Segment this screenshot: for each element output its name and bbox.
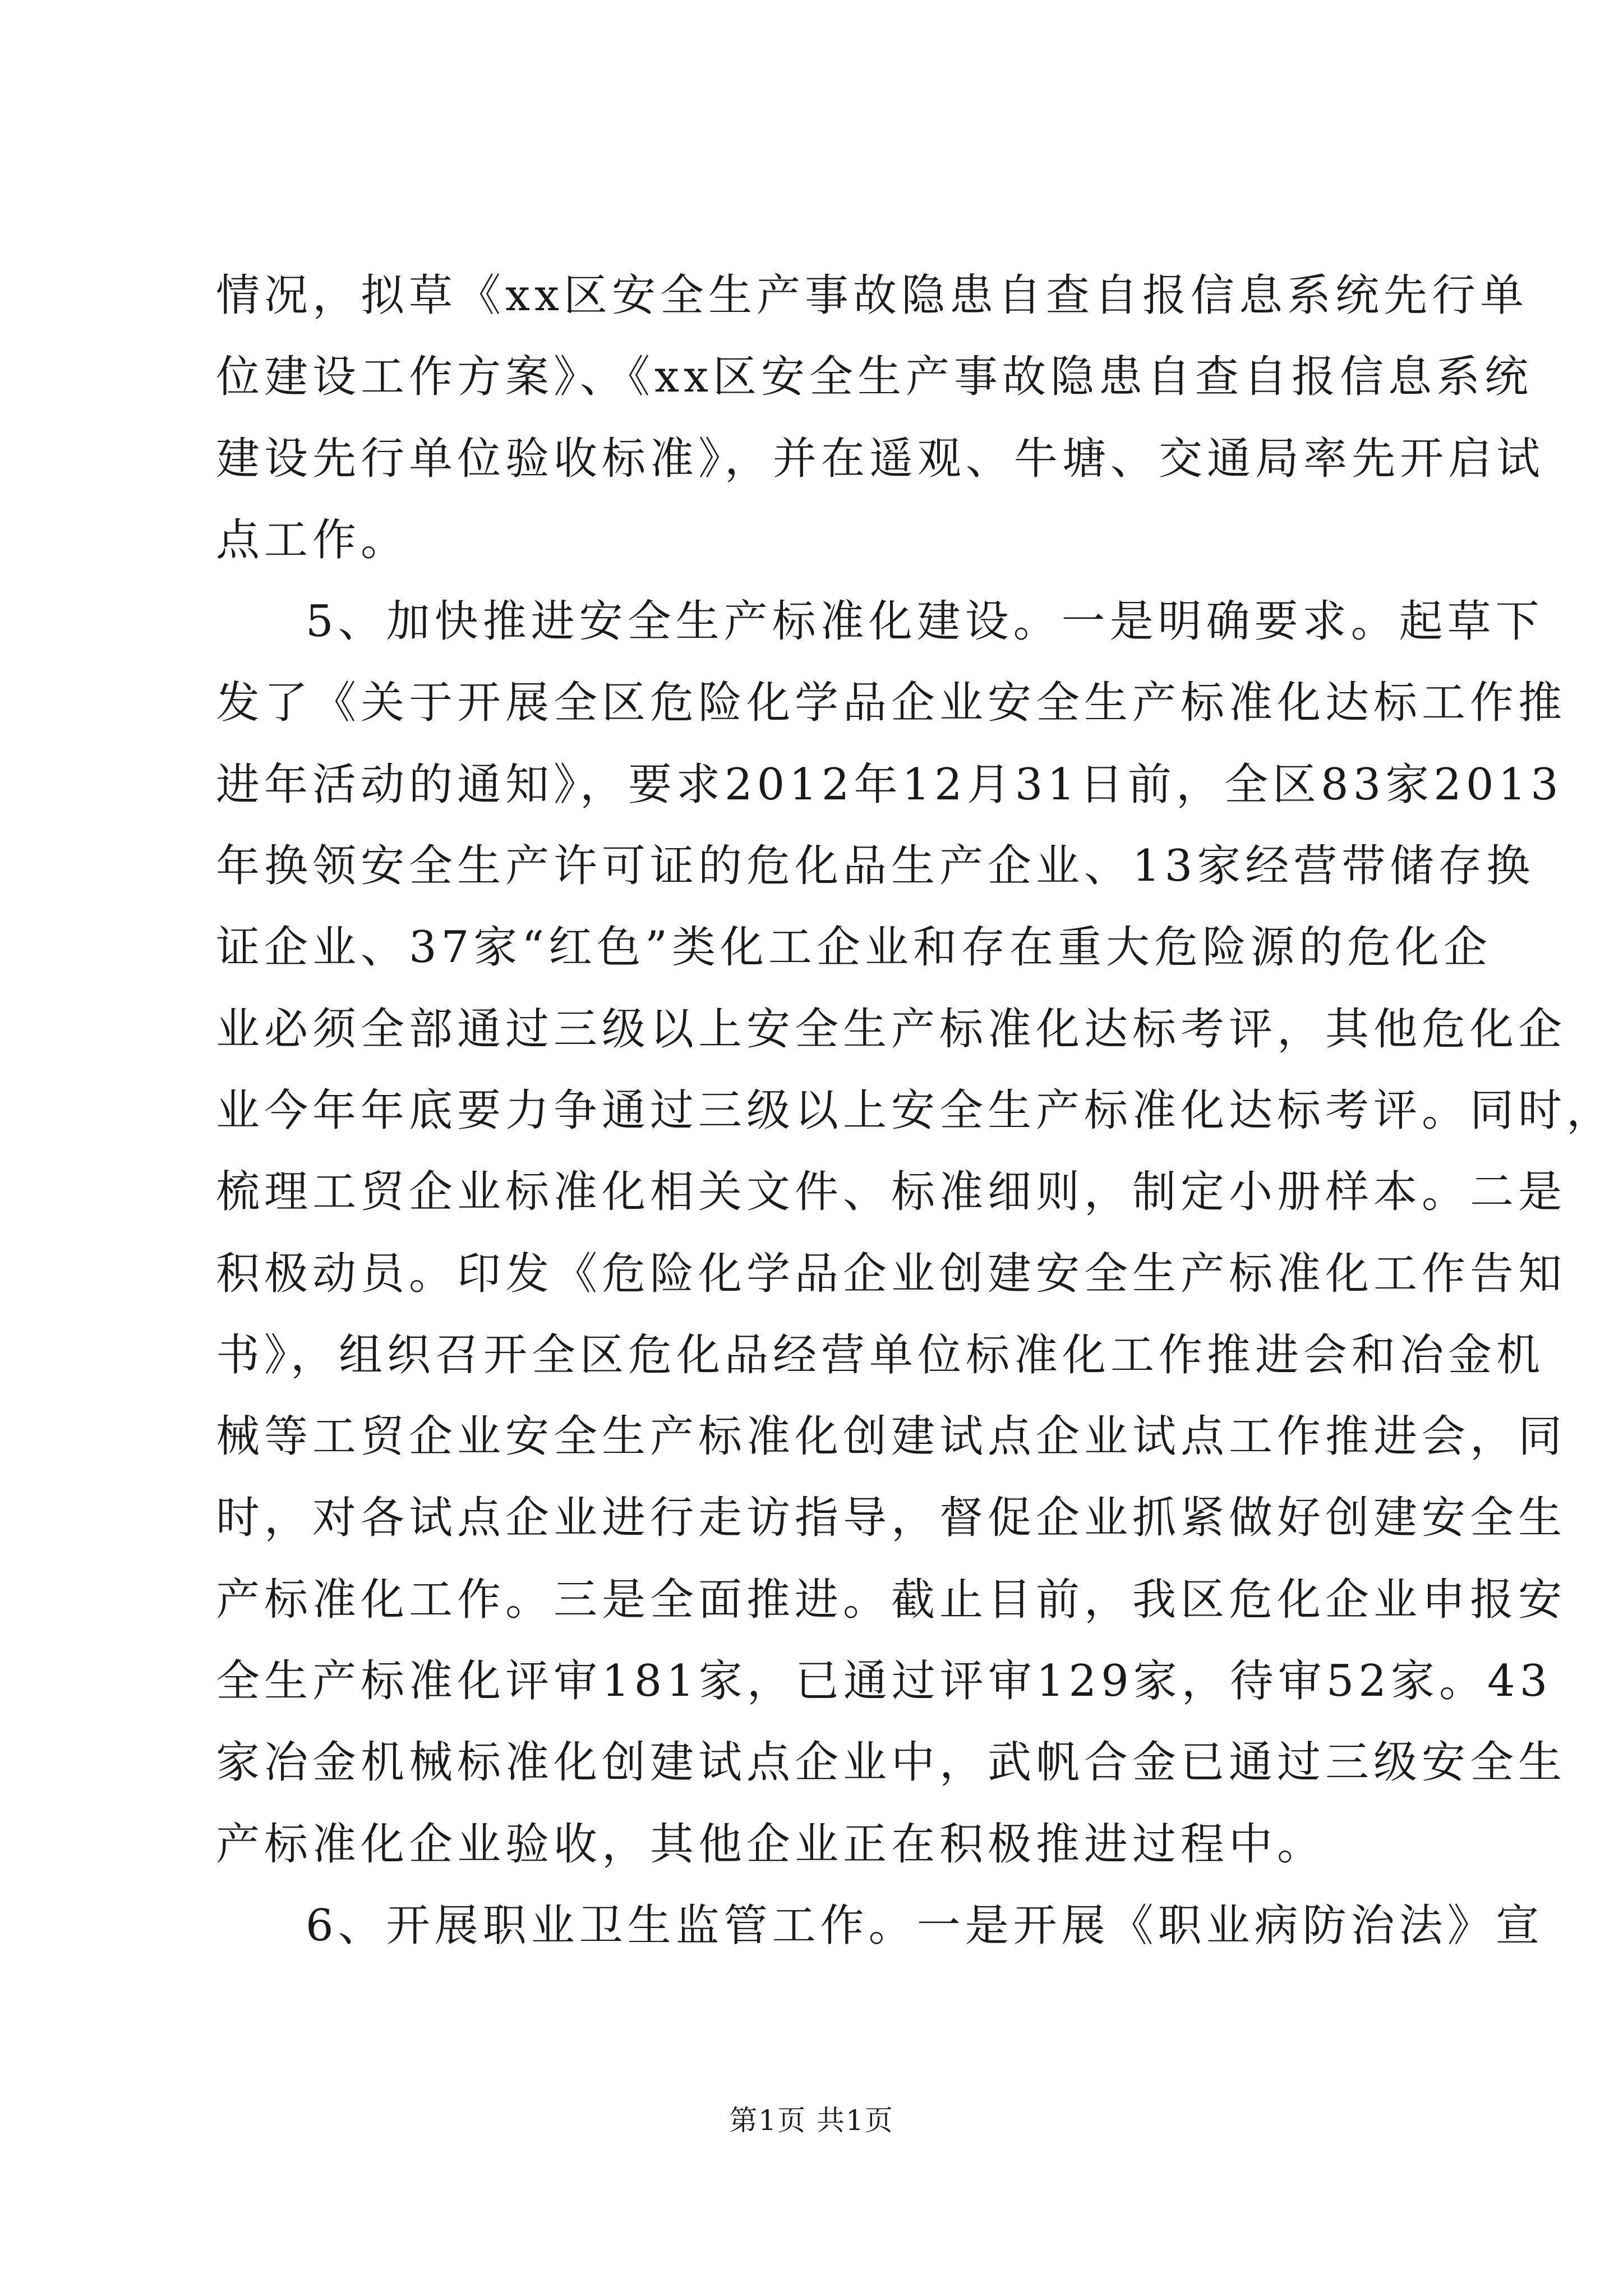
- text-line: 家冶金机械标准化创建试点企业中，武帆合金已通过三级安全生: [216, 1737, 1567, 1788]
- text-line: 梳理工贸企业标准化相关文件、标准细则，制定小册样本。二是: [216, 1167, 1567, 1218]
- text-line: 证企业、37家“红色”类化工企业和存在重大危险源的危化企: [216, 922, 1492, 973]
- text-line: 积极动员。印发《危险化学品企业创建安全生产标准化工作告知: [216, 1248, 1567, 1299]
- text-line: 产标准化工作。三是全面推进。截止目前，我区危化企业申报安: [216, 1574, 1567, 1625]
- text-line: 5、加快推进安全生产标准化建设。一是明确要求。起草下: [306, 596, 1544, 647]
- text-line: 业必须全部通过三级以上安全生产标准化达标考评，其他危化企: [216, 1004, 1567, 1055]
- text-line: 点工作。: [216, 514, 409, 565]
- text-line: 全生产标准化评审181家，已通过评审129家，待审52家。43: [216, 1656, 1552, 1707]
- text-line: 年换领安全生产许可证的危化品生产企业、13家经营带储存换: [216, 841, 1535, 892]
- document-body: [216, 255, 1615, 1967]
- text-line: 6、开展职业卫生监管工作。一是开展《职业病防治法》宣: [306, 1900, 1544, 1951]
- page-footer: 第1页 共1页: [729, 2104, 894, 2137]
- text-line: 书》，组织召开全区危化品经营单位标准化工作推进会和冶金机: [216, 1329, 1545, 1381]
- text-line: 械等工贸企业安全生产标准化创建试点企业试点工作推进会，同: [216, 1411, 1567, 1462]
- text-line: 业今年年底要力争通过三级以上安全生产标准化达标考评。同时，: [216, 1085, 1615, 1136]
- text-line: 时，对各试点企业进行走访指导，督促企业抓紧做好创建安全生: [216, 1493, 1567, 1544]
- text-line: 进年活动的通知》，要求2012年12月31日前，全区83家2013: [216, 759, 1563, 810]
- text-line: 位建设工作方案》、《xx区安全生产事故隐患自查自报信息系统: [216, 352, 1533, 403]
- text-line: 发了《关于开展全区危险化学品企业安全生产标准化达标工作推: [216, 678, 1567, 729]
- text-line: 情况，拟草《xx区安全生产事故隐患自查自报信息系统先行单: [216, 270, 1528, 321]
- text-line: 建设先行单位验收标准》，并在遥观、牛塘、交通局率先开启试: [216, 433, 1545, 484]
- text-line: 产标准化企业验收，其他企业正在积极推进过程中。: [216, 1819, 1326, 1870]
